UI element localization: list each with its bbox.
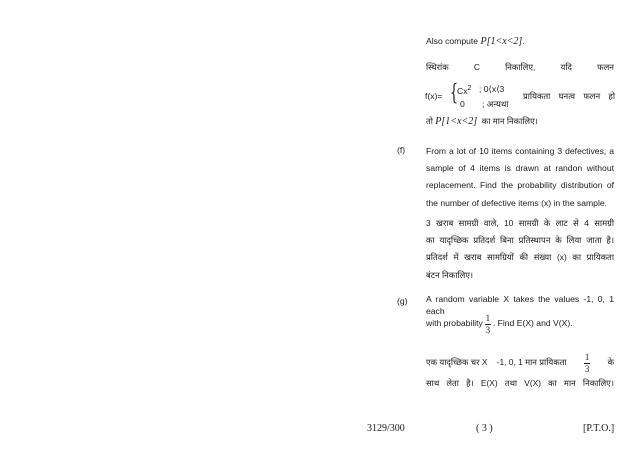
fraction-one-third [584,353,590,374]
piece-hindi-tail [523,91,615,102]
question-f-label: (f) [397,145,406,155]
hindi-word: घनत्व [558,91,576,101]
hindi-word: का मान निकालिए। [481,116,538,126]
question-g-text: . Find E(X) and V(X). [492,318,573,329]
question-g-line1: A random variable X takes the values -1, 0, 1 each [426,294,614,316]
question-g-hindi-line1 [426,350,614,376]
hindi-word: स्थिरांक [426,62,449,72]
piece-cases [457,84,527,111]
probability-expression: P[1<x<2] [480,36,523,47]
question-g-label: (g) [397,296,408,306]
please-turn-over: [P.T.O.] [583,423,615,434]
question-f-line: replacement. Find the probability distribution of [426,180,614,191]
period: . [522,36,525,46]
piece-bottom-expr: 0 [460,99,465,110]
fx-lhs: f(x)= [425,91,443,101]
paper-code: 3129/300 [367,423,405,434]
piece-top-condition: ; 0⟨x⟨3 [479,84,505,94]
question-f-english [426,143,614,212]
question-f-hindi-line: बंटन निकालिए। [426,269,474,280]
question-g-line2 [426,312,614,336]
hindi-word: C [473,62,480,72]
probability-expression: P[1<x<2] [435,116,478,127]
fraction-denominator: 3 [584,363,590,374]
hindi-word: फलन [597,62,614,72]
hindi-compute-line [426,115,538,129]
question-f-hindi-line: प्रतिदर्श में खराब सामग्रियों की संख्या (x) का प्रायिकता [426,252,614,263]
piecewise-function [425,82,615,112]
piece-bottom-condition: ; अन्यथा [482,99,509,110]
question-f-line: sample of 4 items is drawn at randon without [426,163,614,174]
piece-top-expr: Cx$^2$ [457,85,472,96]
hindi-word: यदि [560,62,572,72]
question-g-hindi-line2: साथ लेता है। E(X) तथा V(X) का मान निकालिए। [426,378,614,388]
question-g-text: with probability [426,318,483,329]
piece-case-top [457,84,527,97]
hindi-word: निकालिए, [505,62,536,72]
left-brace: { [449,81,459,106]
also-compute-text: Also compute [426,36,479,46]
hindi-constant-line [426,62,614,73]
question-f-line: From a lot of 10 items containing 3 defectives, a [426,146,614,156]
question-f-hindi [426,215,614,284]
piece-case-bottom [457,99,527,111]
question-g-hindi-text: एक यादृच्छिक चर X -1, 0, 1 मान प्रायिकता [426,357,567,368]
hindi-word: प्रायिकता [523,91,551,101]
fraction-numerator: 1 [584,351,590,362]
page-number: ( 3 ) [476,423,493,434]
question-g-hindi-text: के [607,357,614,368]
fraction-numerator: 1 [485,312,491,323]
hindi-word: तो [426,116,433,126]
question-f-line: the number of defective items (x) in the sample. [426,197,608,208]
hindi-word: हो [608,91,615,101]
hindi-word: फलन [583,91,601,101]
question-f-hindi-line: 3 खराब सामग्री वाले, 10 सामग्री के लाट से 4 सामग्री [426,218,614,228]
fraction-denominator: 3 [485,324,491,335]
question-f-hindi-line: का यादृच्छिक प्रतिदर्श बिना प्रतिस्थापन के लिया जाता है। [426,235,614,246]
fraction-one-third [485,314,491,335]
also-compute-line [426,35,525,49]
